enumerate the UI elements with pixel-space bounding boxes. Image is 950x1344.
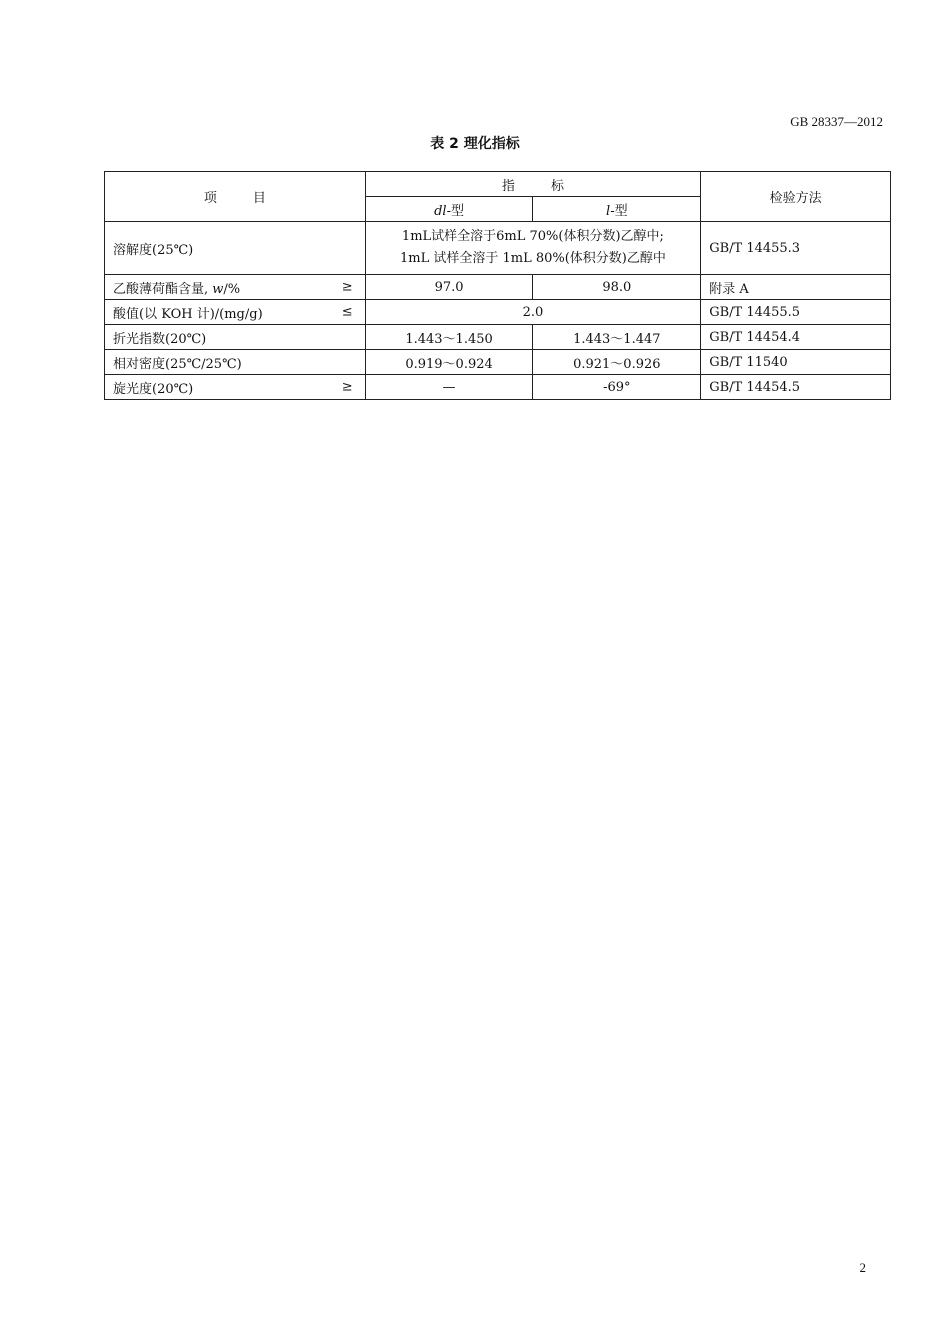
row-density-item: 相对密度(25℃/25℃) xyxy=(105,350,366,375)
table-row xyxy=(105,350,891,375)
row-refractive-method: GB/T 14454.4 xyxy=(701,325,891,350)
content-item-italic: w xyxy=(212,281,224,297)
physicochemical-spec-table xyxy=(104,171,891,400)
header-index-char-1: 指 xyxy=(501,178,515,194)
row-rotation-item xyxy=(105,375,366,400)
row-acid-value: 2.0 xyxy=(365,300,701,325)
dl-suffix: -型 xyxy=(446,203,464,219)
table-row xyxy=(105,300,891,325)
standard-code: GB 28337—2012 xyxy=(790,114,883,129)
row-content-dl: 97.0 xyxy=(365,275,533,300)
header-method: 检验方法 xyxy=(701,172,891,222)
header-index-char-2: 标 xyxy=(550,178,564,194)
comparator-gte: ≥ xyxy=(341,279,353,295)
comparator-lte: ≤ xyxy=(341,304,353,320)
page-number: 2 xyxy=(859,1260,866,1275)
acid-item-text: 酸值(以 KOH 计)/(mg/g) xyxy=(113,306,263,322)
l-label: l xyxy=(606,203,611,219)
row-acid-item xyxy=(105,300,366,325)
row-refractive-item: 折光指数(20℃) xyxy=(105,325,366,350)
row-solubility-method: GB/T 14455.3 xyxy=(701,222,891,275)
solubility-line-1: 1mL试样全溶于6mL 70%(体积分数)乙醇中; xyxy=(401,229,664,244)
row-solubility-item: 溶解度(25℃) xyxy=(105,222,366,275)
row-content-method: 附录 A xyxy=(701,275,891,300)
l-suffix: -型 xyxy=(610,203,628,219)
table-header-row xyxy=(105,172,891,197)
row-solubility-value xyxy=(365,222,701,275)
header-dl-type xyxy=(365,197,533,222)
header-item xyxy=(105,172,366,222)
header-item-char-2: 目 xyxy=(252,191,266,206)
table-title: 表 2 理化指标 xyxy=(430,136,520,152)
row-refractive-l: 1.443～1.447 xyxy=(533,325,701,350)
row-rotation-dl: — xyxy=(365,375,533,400)
header-index xyxy=(365,172,701,197)
row-content-item xyxy=(105,275,366,300)
row-rotation-l: -69° xyxy=(533,375,701,400)
table-row xyxy=(105,275,891,300)
row-rotation-method: GB/T 14454.5 xyxy=(701,375,891,400)
row-acid-method: GB/T 14455.5 xyxy=(701,300,891,325)
row-density-l: 0.921～0.926 xyxy=(533,350,701,375)
dl-label: dl xyxy=(434,203,447,219)
rotation-item-text: 旋光度(20℃) xyxy=(113,381,194,397)
row-density-dl: 0.919～0.924 xyxy=(365,350,533,375)
header-item-char-1: 项 xyxy=(203,191,217,206)
content-item-prefix: 乙酸薄荷酯含量, xyxy=(113,281,213,297)
solubility-line-2: 1mL 试样全溶于 1mL 80%(体积分数)乙醇中 xyxy=(399,251,666,266)
table-row xyxy=(105,325,891,350)
content-item-suffix: /% xyxy=(223,281,241,297)
table-row xyxy=(105,222,891,275)
row-content-l: 98.0 xyxy=(533,275,701,300)
header-l-type xyxy=(533,197,701,222)
comparator-gte: ≥ xyxy=(341,379,353,395)
table-row xyxy=(105,375,891,400)
row-refractive-dl: 1.443～1.450 xyxy=(365,325,533,350)
row-density-method: GB/T 11540 xyxy=(701,350,891,375)
